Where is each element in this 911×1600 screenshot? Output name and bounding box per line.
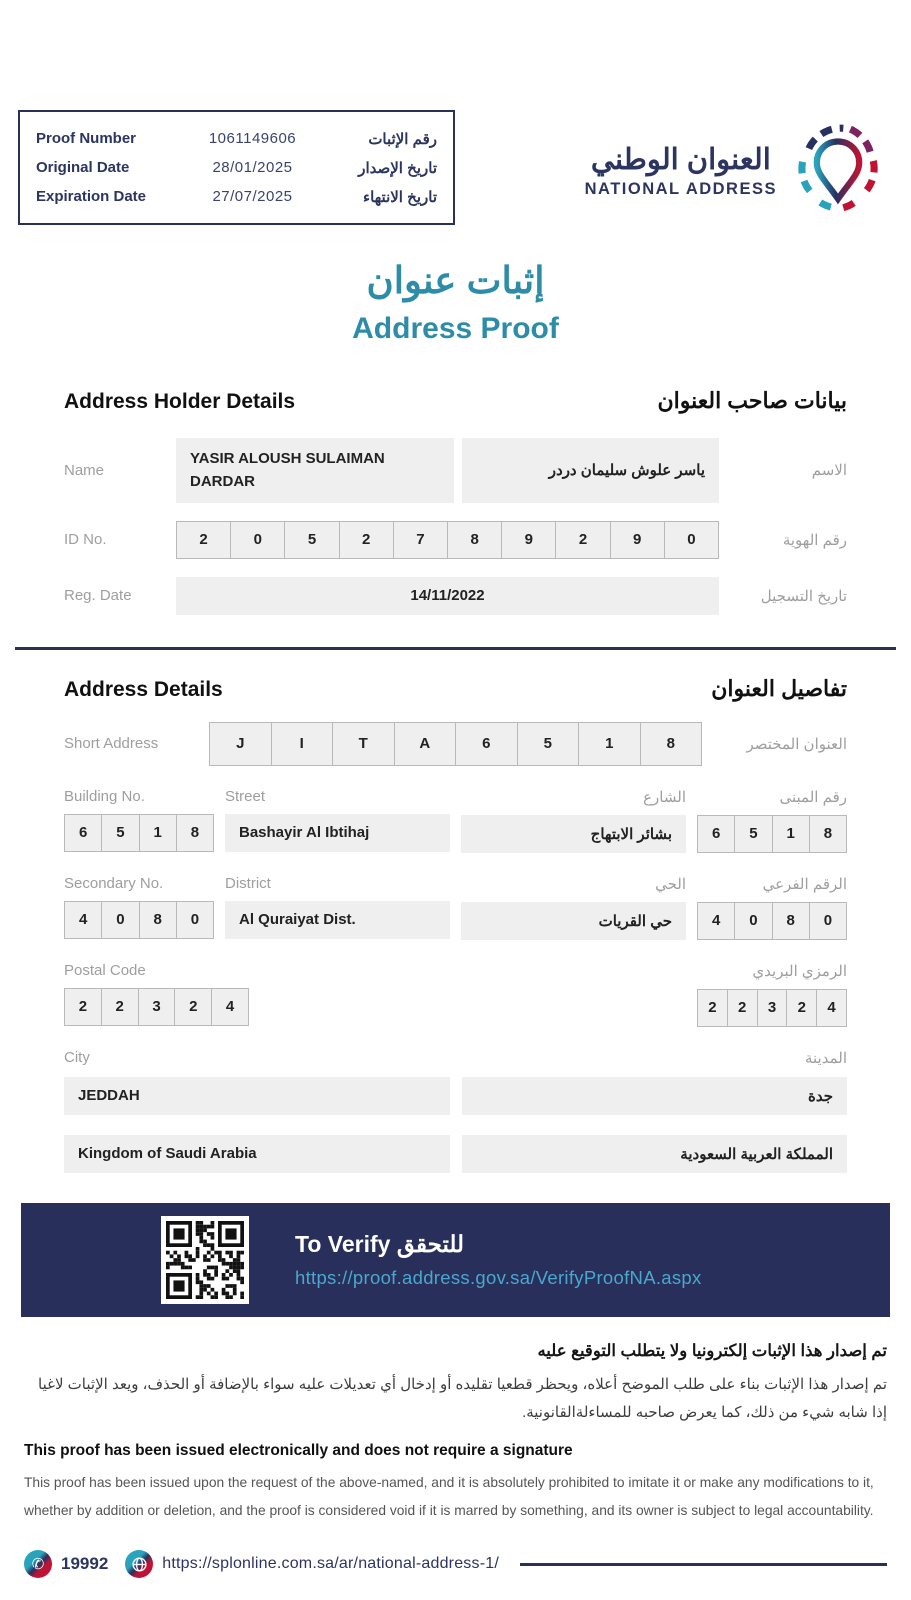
postal-digit: 2 (727, 989, 758, 1027)
reg-date-row (64, 577, 847, 615)
section-divider (15, 647, 896, 650)
short-address-char: 1 (578, 722, 641, 766)
id-digit: 2 (176, 521, 231, 559)
secondary-digit: 8 (772, 902, 810, 940)
expiration-date-label-ar: تاريخ الانتهاء (363, 188, 437, 206)
postal-code-row (64, 962, 847, 1027)
proof-number-label-en: Proof Number (36, 130, 137, 147)
logo-wordmark (585, 142, 777, 199)
short-address-row (64, 722, 847, 766)
id-digit: 9 (610, 521, 665, 559)
building-digit: 1 (772, 815, 810, 853)
expiration-date-row (36, 182, 437, 211)
expiration-date-label-en: Expiration Date (36, 188, 147, 205)
id-digit: 0 (664, 521, 719, 559)
district-value-en: Al Quraiyat Dist. (225, 901, 450, 939)
secondary-digit: 8 (139, 901, 177, 939)
legal-footer (24, 1341, 887, 1527)
postal-digit: 3 (138, 988, 176, 1026)
document-title (0, 259, 911, 346)
city-label-ar: المدينة (804, 1049, 847, 1067)
id-digit: 5 (284, 521, 339, 559)
id-label-ar: رقم الهوية (782, 531, 847, 549)
short-address-char: I (271, 722, 334, 766)
proof-number-label-ar: رقم الإثبات (368, 130, 437, 148)
short-address-char: 8 (640, 722, 703, 766)
footer-rule (520, 1563, 887, 1566)
original-date-row (36, 153, 437, 182)
building-digit: 8 (809, 815, 847, 853)
building-digit: 1 (139, 814, 177, 852)
secondary-digit: 4 (64, 901, 102, 939)
postal-digit: 2 (697, 989, 728, 1027)
name-label-ar: الاسم (811, 462, 847, 480)
name-row (64, 438, 847, 503)
building-cells-ar (697, 815, 847, 853)
postal-digit: 4 (211, 988, 249, 1026)
building-digit: 5 (734, 815, 772, 853)
secondary-digit: 0 (176, 901, 214, 939)
globe-icon (125, 1550, 153, 1578)
reg-date-label-ar: تاريخ التسجيل (760, 587, 847, 605)
footer-arabic-heading: تم إصدار هذا الإثبات إلكترونيا ولا يتطلب التوقيع عليه (537, 1341, 887, 1360)
short-address-char: J (209, 722, 272, 766)
address-section-heading (64, 676, 847, 702)
country-value-ar: المملكة العربية السعودية (462, 1135, 848, 1173)
phone-icon: ✆ (24, 1550, 52, 1578)
city-value-ar: جدة (462, 1077, 848, 1115)
postal-digit: 2 (101, 988, 139, 1026)
postal-digit: 2 (786, 989, 817, 1027)
support-phone-number: 19992 (61, 1554, 109, 1574)
city-label-en: City (64, 1048, 90, 1066)
expiration-date-value: 27/07/2025 (212, 188, 293, 205)
secondary-digit: 0 (101, 901, 139, 939)
secondary-label-en: Secondary No. (64, 874, 164, 892)
country-row (64, 1135, 847, 1173)
name-label-en: Name (64, 461, 105, 479)
original-date-label-en: Original Date (36, 159, 130, 176)
holder-heading-ar: بيانات صاحب العنوان (657, 388, 847, 413)
id-digit-cells (176, 521, 719, 559)
short-address-char: T (332, 722, 395, 766)
short-address-label-ar: العنوان المختصر (746, 735, 847, 753)
address-heading-en: Address Details (64, 677, 223, 701)
building-digit: 5 (101, 814, 139, 852)
footer-english-heading: This proof has been issued electronically and does not require a signature (24, 1441, 573, 1459)
postal-digit: 3 (757, 989, 788, 1027)
id-digit: 9 (501, 521, 556, 559)
secondary-digit: 4 (697, 902, 735, 940)
national-address-logo (585, 112, 891, 229)
street-label-en: Street (225, 787, 266, 805)
proof-info-box (18, 110, 455, 225)
proof-number-value: 1061149606 (208, 130, 297, 147)
id-digit: 2 (555, 521, 610, 559)
proof-number-row (36, 124, 437, 153)
secondary-digit: 0 (734, 902, 772, 940)
city-value-row (64, 1077, 847, 1115)
district-label-ar: الحي (655, 875, 686, 893)
location-pin-icon (785, 112, 891, 229)
postal-digit: 4 (816, 989, 847, 1027)
building-cells-en (64, 814, 214, 852)
postal-cells-ar (697, 989, 847, 1027)
footer-arabic-body: تم إصدار هذا الإثبات بناء على طلب الموضح أعلاه، ويحظر قطعيا تقليده أو إدخال أي تعديلات عليه سواء بالإضافة أو الحذف، ويعد الإثبات لاغيا إذا شابه شيء من ذلك، كما يعرض صاحبه للمساءلةالقانونية. (38, 1375, 887, 1421)
district-label-en: District (225, 874, 271, 892)
city-value-en: JEDDAH (64, 1077, 450, 1115)
secondary-digit: 0 (809, 902, 847, 940)
title-english: Address Proof (352, 312, 559, 345)
document-header (18, 110, 891, 229)
postal-digit: 2 (64, 988, 102, 1026)
secondary-district-row (64, 875, 847, 940)
reg-date-label-en: Reg. Date (64, 587, 132, 604)
postal-label-en: Postal Code (64, 961, 146, 979)
address-heading-ar: تفاصيل العنوان (711, 675, 847, 701)
website-url-link[interactable]: https://splonline.com.sa/ar/national-address-1/ (162, 1555, 499, 1573)
short-address-cells (209, 722, 702, 766)
city-label-row (64, 1049, 847, 1067)
address-holder-section (64, 388, 847, 615)
street-value-en: Bashayir Al Ibtihaj (225, 814, 450, 852)
verify-banner (21, 1203, 890, 1317)
id-digit: 2 (339, 521, 394, 559)
short-address-char: 5 (517, 722, 580, 766)
secondary-label-ar: الرقم الفرعي (762, 875, 847, 893)
address-details-section (64, 676, 847, 1173)
verify-label-en: To Verify (295, 1230, 391, 1257)
reg-date-value: 14/11/2022 (176, 577, 719, 615)
building-label-ar: رقم المبنى (779, 788, 847, 806)
id-digit: 7 (393, 521, 448, 559)
contact-bar (24, 1550, 887, 1578)
secondary-cells-ar (697, 902, 847, 940)
street-label-ar: الشارع (643, 788, 686, 806)
id-digit: 0 (230, 521, 285, 559)
qr-code (161, 1216, 249, 1304)
id-digit: 8 (447, 521, 502, 559)
verify-label-ar: للتحقق (396, 1230, 465, 1257)
holder-section-heading (64, 388, 847, 414)
building-street-row (64, 788, 847, 853)
building-label-en: Building No. (64, 787, 145, 805)
id-label-en: ID No. (64, 531, 107, 548)
country-value-en: Kingdom of Saudi Arabia (64, 1135, 450, 1173)
postal-label-ar: الرمزي البريدي (752, 962, 847, 980)
verify-url-link[interactable]: https://proof.address.gov.sa/VerifyProofNA.aspx (295, 1266, 702, 1288)
postal-cells-en (64, 988, 249, 1026)
building-digit: 6 (64, 814, 102, 852)
postal-digit: 2 (174, 988, 212, 1026)
id-number-row (64, 521, 847, 559)
short-address-label-en: Short Address (64, 735, 159, 752)
name-value-en: YASIR ALOUSH SULAIMAN DARDAR (176, 438, 454, 503)
verify-title (295, 1231, 702, 1258)
building-digit: 8 (176, 814, 214, 852)
footer-english-body: This proof has been issued upon the request of the above-named, and it is absolutely prohibited to imitate it or make any modifications to it, whether by addition or deletion, and the proof is considered void if it is marred by something, and its owner is subject to legal accountability. (24, 1474, 874, 1519)
logo-title-arabic: العنوان الوطني (590, 144, 771, 176)
short-address-char: A (394, 722, 457, 766)
logo-title-english: NATIONAL ADDRESS (584, 180, 777, 198)
original-date-value: 28/01/2025 (212, 159, 293, 176)
short-address-char: 6 (455, 722, 518, 766)
holder-heading-en: Address Holder Details (64, 390, 296, 413)
building-digit: 6 (697, 815, 735, 853)
secondary-cells-en (64, 901, 214, 939)
name-value-ar: ياسر علوش سليمان دردر (462, 438, 719, 503)
title-arabic: إثبات عنوان (366, 260, 545, 301)
original-date-label-ar: تاريخ الإصدار (358, 159, 437, 177)
district-value-ar: حي القريات (461, 902, 686, 940)
street-value-ar: بشائر الابتهاج (461, 815, 686, 853)
